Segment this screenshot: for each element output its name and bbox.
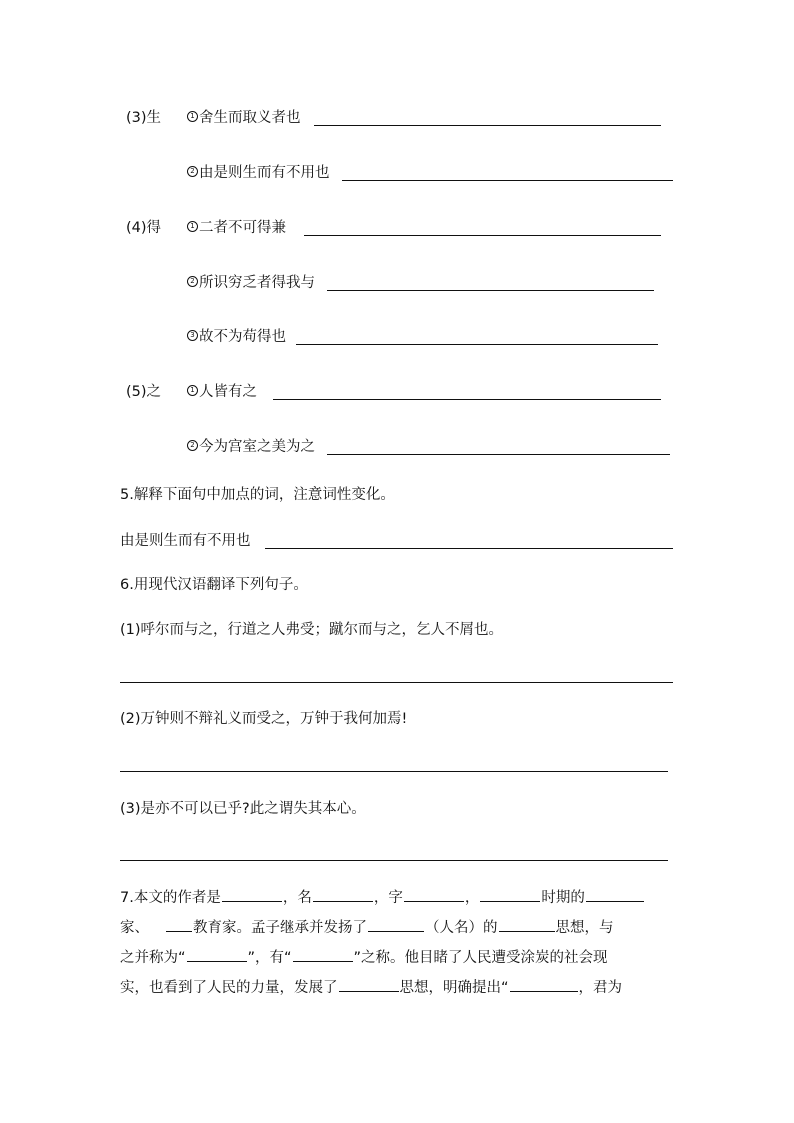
item-sentence: 舍生而取义者也 — [199, 110, 301, 126]
group-label: (4)得 — [126, 220, 162, 236]
fill-blank[interactable] — [480, 886, 540, 902]
fill-blank[interactable] — [222, 886, 282, 902]
answer-line[interactable] — [314, 125, 661, 126]
group-label: (3)生 — [126, 110, 162, 126]
answer-line[interactable] — [120, 860, 668, 861]
q7-paragraph — [120, 883, 676, 1003]
item-text — [187, 218, 286, 238]
item-sentence: 所识穷乏者得我与 — [199, 275, 315, 291]
item-sentence: 由是则生而有不用也 — [199, 165, 330, 181]
circled-number: 2 — [187, 166, 198, 177]
fill-blank[interactable] — [404, 886, 464, 902]
answer-line[interactable] — [304, 235, 661, 236]
circled-number: 1 — [187, 111, 198, 122]
answer-line[interactable] — [327, 454, 670, 455]
item-text — [187, 437, 315, 457]
item-sentence: 二者不可得兼 — [199, 220, 286, 236]
fill-blank[interactable] — [187, 946, 247, 962]
answer-line[interactable] — [296, 344, 658, 345]
circled-number: 2 — [187, 440, 198, 451]
fill-blank[interactable] — [339, 976, 399, 992]
circled-number: 1 — [187, 221, 198, 232]
fill-blank[interactable] — [510, 976, 578, 992]
answer-line[interactable] — [273, 399, 661, 400]
fill-blank[interactable] — [586, 886, 644, 902]
answer-line[interactable] — [265, 548, 673, 549]
fill-blank[interactable] — [313, 886, 373, 902]
q6-item: (3)是亦不可以已乎?此之谓失其本心。 — [120, 801, 366, 817]
item-text — [187, 108, 301, 128]
q6-item: (2)万钟则不辩礼义而受之，万钟于我何加焉! — [120, 711, 408, 727]
answer-line[interactable] — [120, 682, 673, 683]
answer-line[interactable] — [120, 771, 668, 772]
item-sentence: 人皆有之 — [199, 384, 257, 400]
q5-sentence: 由是则生而有不用也 — [120, 533, 251, 549]
item-text — [187, 163, 330, 183]
circled-number: 3 — [187, 330, 198, 341]
item-text — [187, 273, 315, 293]
circled-number: 1 — [187, 385, 198, 396]
item-text — [187, 327, 286, 347]
circled-number: 2 — [187, 276, 198, 287]
q7-line: 家、 教育家。孟子继承并发扬了 （人名）的 思想，与 — [120, 913, 676, 943]
answer-line[interactable] — [327, 290, 654, 291]
q5-prompt: 5.解释下面句中加点的词，注意词性变化。 — [120, 487, 395, 503]
fill-blank[interactable] — [499, 916, 555, 932]
q6-prompt: 6.用现代汉语翻译下列句子。 — [120, 577, 308, 593]
item-sentence: 今为宫室之美为之 — [199, 439, 315, 455]
q7-line: 实，也看到了人民的力量，发展了 思想，明确提出“ ，君为 — [120, 973, 676, 1003]
fill-blank[interactable] — [293, 946, 353, 962]
q7-line: 7.本文的作者是 ，名 ，字 ， 时期的 — [120, 883, 676, 913]
group-label: (5)之 — [126, 384, 162, 400]
q7-line: 之并称为“ ”，有“ ”之称。他目睹了人民遭受涂炭的社会现 — [120, 943, 676, 973]
q6-item: (1)呼尔而与之，行道之人弗受；蹴尔而与之，乞人不屑也。 — [120, 622, 504, 638]
fill-blank[interactable] — [166, 916, 192, 932]
fill-blank[interactable] — [368, 916, 424, 932]
answer-line[interactable] — [342, 180, 673, 181]
item-sentence: 故不为苟得也 — [199, 329, 286, 345]
item-text — [187, 382, 257, 402]
